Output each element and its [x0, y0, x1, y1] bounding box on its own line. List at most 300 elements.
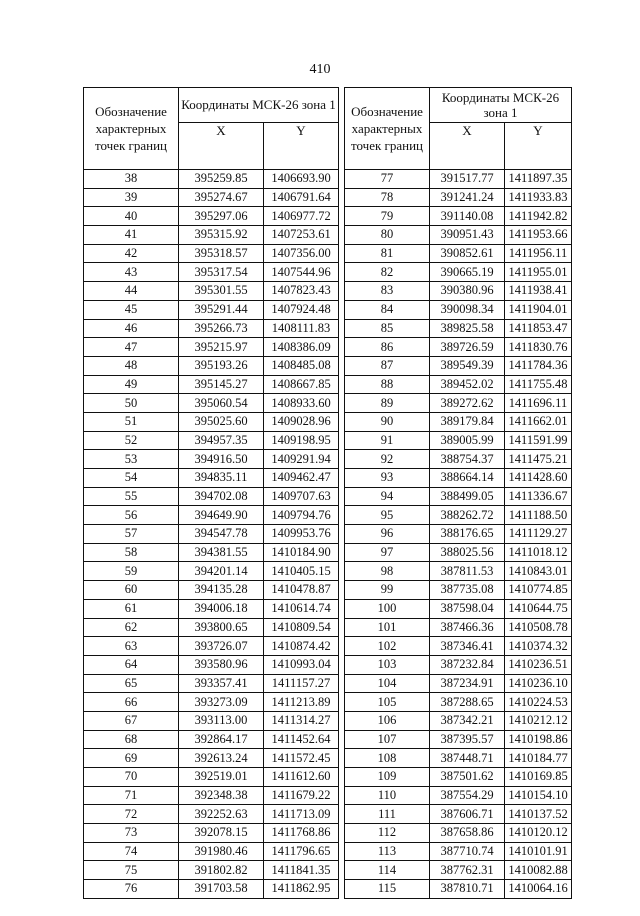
y-coordinate-cell: 1410154.10 [505, 786, 572, 805]
x-coordinate-cell: 388262.72 [430, 506, 505, 525]
x-coordinate-cell: 395318.57 [179, 244, 264, 263]
point-number-cell: 96 [345, 525, 430, 544]
table-row [84, 338, 339, 357]
x-coordinate-cell: 392252.63 [179, 805, 264, 824]
y-coordinate-cell: 1410184.90 [264, 543, 339, 562]
table-row [84, 768, 339, 787]
y-coordinate-cell: 1410236.51 [505, 655, 572, 674]
x-coordinate-cell: 387606.71 [430, 805, 505, 824]
x-coordinate-cell: 387346.41 [430, 637, 505, 656]
x-coordinate-cell: 395317.54 [179, 263, 264, 282]
x-column-header: X [430, 122, 505, 169]
x-coordinate-cell: 387501.62 [430, 768, 505, 787]
x-coordinate-cell: 391980.46 [179, 842, 264, 861]
y-coordinate-cell: 1410405.15 [264, 562, 339, 581]
y-coordinate-cell: 1409794.76 [264, 506, 339, 525]
table-row [84, 618, 339, 637]
y-coordinate-cell: 1411679.22 [264, 786, 339, 805]
x-coordinate-cell: 387735.08 [430, 581, 505, 600]
x-coordinate-cell: 390098.34 [430, 300, 505, 319]
y-coordinate-cell: 1411956.11 [505, 244, 572, 263]
y-coordinate-cell: 1411942.82 [505, 207, 572, 226]
x-coordinate-cell: 387810.71 [430, 880, 505, 899]
y-coordinate-cell: 1409291.94 [264, 450, 339, 469]
x-coordinate-cell: 394201.14 [179, 562, 264, 581]
y-coordinate-cell: 1410809.54 [264, 618, 339, 637]
y-coordinate-cell: 1410120.12 [505, 824, 572, 843]
y-coordinate-cell: 1411862.95 [264, 880, 339, 899]
y-coordinate-cell: 1408933.60 [264, 394, 339, 413]
y-coordinate-cell: 1411796.65 [264, 842, 339, 861]
y-coordinate-cell: 1411452.64 [264, 730, 339, 749]
x-coordinate-cell: 387232.84 [430, 655, 505, 674]
y-coordinate-cell: 1410644.75 [505, 599, 572, 618]
point-number-cell: 40 [84, 207, 179, 226]
table-row [345, 300, 572, 319]
y-coordinate-cell: 1410508.78 [505, 618, 572, 637]
y-coordinate-cell: 1407356.00 [264, 244, 339, 263]
point-number-cell: 74 [84, 842, 179, 861]
x-coordinate-cell: 389005.99 [430, 431, 505, 450]
table-row [345, 412, 572, 431]
y-coordinate-cell: 1409462.47 [264, 469, 339, 488]
x-coordinate-cell: 393726.07 [179, 637, 264, 656]
x-coordinate-cell: 390665.19 [430, 263, 505, 282]
y-coordinate-cell: 1407544.96 [264, 263, 339, 282]
y-coordinate-cell: 1411897.35 [505, 170, 572, 189]
table-row [345, 618, 572, 637]
y-coordinate-cell: 1411336.67 [505, 487, 572, 506]
point-number-cell: 52 [84, 431, 179, 450]
point-number-cell: 109 [345, 768, 430, 787]
point-number-cell: 79 [345, 207, 430, 226]
y-coordinate-cell: 1410874.42 [264, 637, 339, 656]
table-row [345, 506, 572, 525]
table-row [84, 170, 339, 189]
table-row [345, 282, 572, 301]
table-row [84, 300, 339, 319]
table-row [345, 170, 572, 189]
point-number-cell: 106 [345, 711, 430, 730]
x-coordinate-cell: 387811.53 [430, 562, 505, 581]
x-coordinate-cell: 387658.86 [430, 824, 505, 843]
x-coordinate-cell: 387554.29 [430, 786, 505, 805]
table-row [84, 506, 339, 525]
y-coordinate-cell: 1409707.63 [264, 487, 339, 506]
point-number-cell: 89 [345, 394, 430, 413]
point-number-cell: 80 [345, 226, 430, 245]
table-row [345, 599, 572, 618]
table-row [345, 207, 572, 226]
y-coordinate-cell: 1411830.76 [505, 338, 572, 357]
coordinates-table-left [83, 87, 339, 899]
point-number-cell: 49 [84, 375, 179, 394]
point-number-cell: 60 [84, 581, 179, 600]
y-coordinate-cell: 1410082.88 [505, 861, 572, 880]
point-number-cell: 84 [345, 300, 430, 319]
x-coordinate-cell: 395297.06 [179, 207, 264, 226]
table-row [345, 394, 572, 413]
x-coordinate-cell: 387710.74 [430, 842, 505, 861]
table-row [84, 543, 339, 562]
y-coordinate-cell: 1411612.60 [264, 768, 339, 787]
y-coordinate-cell: 1411314.27 [264, 711, 339, 730]
point-number-cell: 99 [345, 581, 430, 600]
y-coordinate-cell: 1411713.09 [264, 805, 339, 824]
point-number-cell: 110 [345, 786, 430, 805]
point-number-cell: 76 [84, 880, 179, 899]
x-coordinate-cell: 395025.60 [179, 412, 264, 431]
point-number-cell: 53 [84, 450, 179, 469]
table-row [345, 674, 572, 693]
point-number-cell: 67 [84, 711, 179, 730]
y-coordinate-cell: 1408386.09 [264, 338, 339, 357]
table-row [345, 786, 572, 805]
coordinates-header: Координаты МСК-26 зона 1 [179, 88, 339, 123]
x-coordinate-cell: 395145.27 [179, 375, 264, 394]
table-row [345, 469, 572, 488]
table-row [84, 469, 339, 488]
point-number-cell: 100 [345, 599, 430, 618]
point-number-cell: 103 [345, 655, 430, 674]
point-number-cell: 83 [345, 282, 430, 301]
table-row [345, 861, 572, 880]
table-row [84, 581, 339, 600]
y-coordinate-cell: 1406791.64 [264, 188, 339, 207]
x-coordinate-cell: 395215.97 [179, 338, 264, 357]
table-row [345, 375, 572, 394]
table-row [345, 730, 572, 749]
y-coordinate-cell: 1408485.08 [264, 356, 339, 375]
table-row [84, 431, 339, 450]
point-number-cell: 58 [84, 543, 179, 562]
x-coordinate-cell: 388664.14 [430, 469, 505, 488]
table-row [345, 824, 572, 843]
x-coordinate-cell: 387448.71 [430, 749, 505, 768]
point-number-cell: 108 [345, 749, 430, 768]
point-number-cell: 73 [84, 824, 179, 843]
y-coordinate-cell: 1410614.74 [264, 599, 339, 618]
y-coordinate-cell: 1410478.87 [264, 581, 339, 600]
table-row [84, 525, 339, 544]
y-coordinate-cell: 1411572.45 [264, 749, 339, 768]
point-number-cell: 92 [345, 450, 430, 469]
y-coordinate-cell: 1406977.72 [264, 207, 339, 226]
point-number-cell: 41 [84, 226, 179, 245]
table-row [345, 356, 572, 375]
table-row [84, 244, 339, 263]
x-coordinate-cell: 395266.73 [179, 319, 264, 338]
x-coordinate-cell: 392519.01 [179, 768, 264, 787]
y-coordinate-cell: 1410198.86 [505, 730, 572, 749]
point-number-cell: 43 [84, 263, 179, 282]
table-row [84, 226, 339, 245]
coordinates-table-right [344, 87, 572, 899]
table-row [345, 226, 572, 245]
point-number-cell: 62 [84, 618, 179, 637]
y-coordinate-cell: 1410374.32 [505, 637, 572, 656]
table-row [345, 581, 572, 600]
y-coordinate-cell: 1407253.61 [264, 226, 339, 245]
y-coordinate-cell: 1410774.85 [505, 581, 572, 600]
point-number-cell: 47 [84, 338, 179, 357]
point-number-cell: 102 [345, 637, 430, 656]
table-row [345, 188, 572, 207]
table-row [84, 207, 339, 226]
y-coordinate-cell: 1411157.27 [264, 674, 339, 693]
point-number-cell: 72 [84, 805, 179, 824]
x-coordinate-cell: 387395.57 [430, 730, 505, 749]
x-coordinate-cell: 389726.59 [430, 338, 505, 357]
y-coordinate-cell: 1411428.60 [505, 469, 572, 488]
y-column-header: Y [505, 122, 572, 169]
point-number-cell: 63 [84, 637, 179, 656]
point-number-cell: 48 [84, 356, 179, 375]
y-coordinate-cell: 1410843.01 [505, 562, 572, 581]
table-row [345, 244, 572, 263]
point-number-cell: 42 [84, 244, 179, 263]
table-row [84, 188, 339, 207]
x-coordinate-cell: 395259.85 [179, 170, 264, 189]
y-coordinate-cell: 1411784.36 [505, 356, 572, 375]
x-coordinate-cell: 395301.55 [179, 282, 264, 301]
table-row [345, 338, 572, 357]
x-coordinate-cell: 390951.43 [430, 226, 505, 245]
table-row [345, 487, 572, 506]
point-number-cell: 44 [84, 282, 179, 301]
x-coordinate-cell: 387466.36 [430, 618, 505, 637]
table-row [84, 655, 339, 674]
y-coordinate-cell: 1409198.95 [264, 431, 339, 450]
y-coordinate-cell: 1410212.12 [505, 711, 572, 730]
table-row [84, 450, 339, 469]
table-row [84, 394, 339, 413]
point-number-cell: 111 [345, 805, 430, 824]
x-column-header: X [179, 122, 264, 169]
y-coordinate-cell: 1408111.83 [264, 319, 339, 338]
x-coordinate-cell: 394957.35 [179, 431, 264, 450]
point-column-header: Обозначение характерных точек границ [345, 88, 430, 170]
point-number-cell: 113 [345, 842, 430, 861]
table-row [84, 487, 339, 506]
table-row [84, 880, 339, 899]
point-number-cell: 59 [84, 562, 179, 581]
page-number: 410 [309, 62, 331, 77]
y-coordinate-cell: 1407823.43 [264, 282, 339, 301]
point-number-cell: 90 [345, 412, 430, 431]
y-coordinate-cell: 1410101.91 [505, 842, 572, 861]
table-row [345, 693, 572, 712]
y-coordinate-cell: 1411591.99 [505, 431, 572, 450]
point-number-cell: 71 [84, 786, 179, 805]
table-row [84, 786, 339, 805]
table-row [345, 525, 572, 544]
x-coordinate-cell: 392078.15 [179, 824, 264, 843]
y-coordinate-cell: 1411755.48 [505, 375, 572, 394]
x-coordinate-cell: 387342.21 [430, 711, 505, 730]
x-coordinate-cell: 394135.28 [179, 581, 264, 600]
x-coordinate-cell: 388176.65 [430, 525, 505, 544]
table-row [345, 768, 572, 787]
point-number-cell: 65 [84, 674, 179, 693]
x-coordinate-cell: 394547.78 [179, 525, 264, 544]
table-row [345, 842, 572, 861]
y-coordinate-cell: 1411938.41 [505, 282, 572, 301]
point-number-cell: 81 [345, 244, 430, 263]
table-row [84, 319, 339, 338]
point-number-cell: 78 [345, 188, 430, 207]
x-coordinate-cell: 387598.04 [430, 599, 505, 618]
table-row [84, 693, 339, 712]
point-number-cell: 77 [345, 170, 430, 189]
table-row [84, 711, 339, 730]
x-coordinate-cell: 391241.24 [430, 188, 505, 207]
point-number-cell: 46 [84, 319, 179, 338]
y-coordinate-cell: 1411853.47 [505, 319, 572, 338]
point-number-cell: 55 [84, 487, 179, 506]
coordinates-header: Координаты МСК-26 зона 1 [430, 88, 572, 123]
point-number-cell: 68 [84, 730, 179, 749]
point-number-cell: 101 [345, 618, 430, 637]
x-coordinate-cell: 389179.84 [430, 412, 505, 431]
point-number-cell: 61 [84, 599, 179, 618]
y-coordinate-cell: 1410064.16 [505, 880, 572, 899]
point-column-header: Обозначение характерных точек границ [84, 88, 179, 170]
table-row [345, 450, 572, 469]
point-number-cell: 54 [84, 469, 179, 488]
table-row [84, 282, 339, 301]
x-coordinate-cell: 394702.08 [179, 487, 264, 506]
table-row [345, 655, 572, 674]
x-coordinate-cell: 388025.56 [430, 543, 505, 562]
x-coordinate-cell: 392864.17 [179, 730, 264, 749]
y-coordinate-cell: 1411018.12 [505, 543, 572, 562]
y-coordinate-cell: 1408667.85 [264, 375, 339, 394]
y-coordinate-cell: 1406693.90 [264, 170, 339, 189]
point-number-cell: 82 [345, 263, 430, 282]
x-coordinate-cell: 393113.00 [179, 711, 264, 730]
table-row [345, 880, 572, 899]
x-coordinate-cell: 388754.37 [430, 450, 505, 469]
point-number-cell: 75 [84, 861, 179, 880]
point-number-cell: 39 [84, 188, 179, 207]
x-coordinate-cell: 395315.92 [179, 226, 264, 245]
table-row [345, 263, 572, 282]
x-coordinate-cell: 389272.62 [430, 394, 505, 413]
y-coordinate-cell: 1411129.27 [505, 525, 572, 544]
point-number-cell: 51 [84, 412, 179, 431]
y-coordinate-cell: 1410184.77 [505, 749, 572, 768]
y-coordinate-cell: 1411841.35 [264, 861, 339, 880]
table-row [84, 861, 339, 880]
table-row [84, 412, 339, 431]
point-number-cell: 115 [345, 880, 430, 899]
y-coordinate-cell: 1411696.11 [505, 394, 572, 413]
x-coordinate-cell: 393273.09 [179, 693, 264, 712]
y-coordinate-cell: 1411188.50 [505, 506, 572, 525]
table-row [345, 749, 572, 768]
table-row [345, 805, 572, 824]
point-number-cell: 57 [84, 525, 179, 544]
point-number-cell: 104 [345, 674, 430, 693]
y-coordinate-cell: 1409953.76 [264, 525, 339, 544]
table-row [84, 824, 339, 843]
x-coordinate-cell: 395193.26 [179, 356, 264, 375]
point-number-cell: 93 [345, 469, 430, 488]
y-coordinate-cell: 1410224.53 [505, 693, 572, 712]
point-number-cell: 107 [345, 730, 430, 749]
x-coordinate-cell: 394649.90 [179, 506, 264, 525]
table-row [84, 356, 339, 375]
table-row [345, 543, 572, 562]
y-coordinate-cell: 1411662.01 [505, 412, 572, 431]
x-coordinate-cell: 392348.38 [179, 786, 264, 805]
x-coordinate-cell: 391802.82 [179, 861, 264, 880]
x-coordinate-cell: 389825.58 [430, 319, 505, 338]
x-coordinate-cell: 393800.65 [179, 618, 264, 637]
point-number-cell: 91 [345, 431, 430, 450]
y-coordinate-cell: 1411768.86 [264, 824, 339, 843]
point-number-cell: 112 [345, 824, 430, 843]
y-coordinate-cell: 1409028.96 [264, 412, 339, 431]
point-number-cell: 114 [345, 861, 430, 880]
table-row [84, 730, 339, 749]
x-coordinate-cell: 387288.65 [430, 693, 505, 712]
x-coordinate-cell: 395291.44 [179, 300, 264, 319]
y-coordinate-cell: 1410169.85 [505, 768, 572, 787]
point-number-cell: 66 [84, 693, 179, 712]
table-row [84, 562, 339, 581]
table-row [84, 375, 339, 394]
x-coordinate-cell: 391140.08 [430, 207, 505, 226]
point-number-cell: 69 [84, 749, 179, 768]
point-number-cell: 87 [345, 356, 430, 375]
x-coordinate-cell: 394381.55 [179, 543, 264, 562]
y-coordinate-cell: 1411904.01 [505, 300, 572, 319]
y-coordinate-cell: 1407924.48 [264, 300, 339, 319]
x-coordinate-cell: 389549.39 [430, 356, 505, 375]
point-number-cell: 85 [345, 319, 430, 338]
x-coordinate-cell: 388499.05 [430, 487, 505, 506]
y-column-header: Y [264, 122, 339, 169]
x-coordinate-cell: 394006.18 [179, 599, 264, 618]
table-row [84, 805, 339, 824]
y-coordinate-cell: 1410236.10 [505, 674, 572, 693]
table-row [345, 431, 572, 450]
table-row [345, 319, 572, 338]
y-coordinate-cell: 1411933.83 [505, 188, 572, 207]
point-number-cell: 56 [84, 506, 179, 525]
point-number-cell: 50 [84, 394, 179, 413]
y-coordinate-cell: 1411953.66 [505, 226, 572, 245]
point-number-cell: 95 [345, 506, 430, 525]
point-number-cell: 38 [84, 170, 179, 189]
point-number-cell: 70 [84, 768, 179, 787]
x-coordinate-cell: 395060.54 [179, 394, 264, 413]
x-coordinate-cell: 387234.91 [430, 674, 505, 693]
point-number-cell: 45 [84, 300, 179, 319]
y-coordinate-cell: 1411955.01 [505, 263, 572, 282]
y-coordinate-cell: 1410993.04 [264, 655, 339, 674]
point-number-cell: 94 [345, 487, 430, 506]
x-coordinate-cell: 391703.58 [179, 880, 264, 899]
x-coordinate-cell: 395274.67 [179, 188, 264, 207]
table-row [345, 562, 572, 581]
point-number-cell: 88 [345, 375, 430, 394]
table-row [84, 842, 339, 861]
table-row [345, 711, 572, 730]
x-coordinate-cell: 387762.31 [430, 861, 505, 880]
